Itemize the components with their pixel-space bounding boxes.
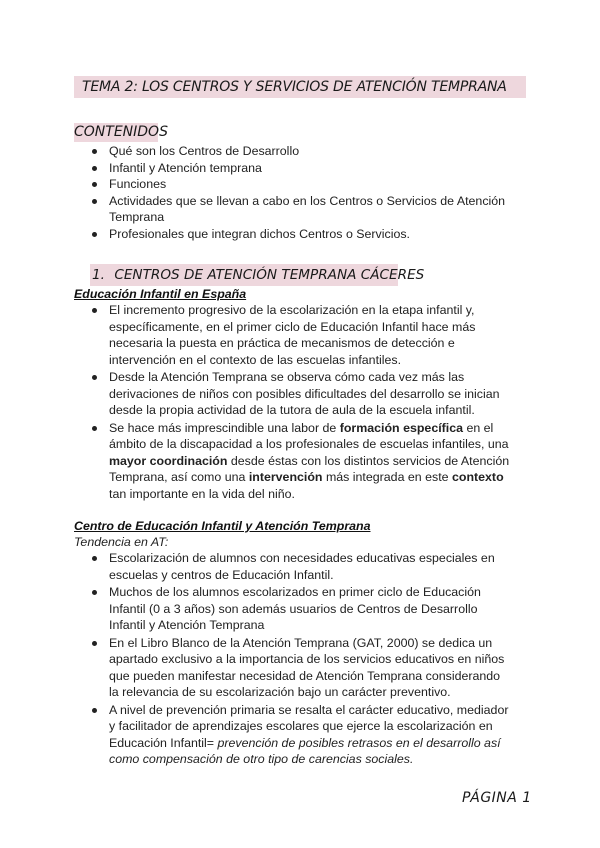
subheading-centro-educacion: Centro de Educación Infantil y Atención Temprana bbox=[74, 519, 371, 533]
list-item: Qué son los Centros de Desarrollo bbox=[90, 143, 510, 160]
contenidos-heading: CONTENIDOS bbox=[74, 124, 168, 140]
list-item: En el Libro Blanco de la Atención Temprana (GAT, 2000) se dedica un apartado exclusivo a la importancia de los servicios educativos en niños que pueden manifestar necesidad de Atención Temprana considerando la relevancia de su escolarización bajo un carácter preventivo. bbox=[90, 635, 510, 701]
section-heading bbox=[90, 264, 425, 286]
list-item: El incremento progresivo de la escolarización en la etapa infantil y, específicamente, en el primer ciclo de Educación Infantil hace más necesaria la puesta en práctica de mecanismos de detección e intervención en el contexto de las escuelas infantiles. bbox=[90, 302, 510, 368]
list-item: Muchos de los alumnos escolarizados en primer ciclo de Educación Infantil (0 a 3 años) son además usuarios de Centros de Desarrollo Infantil y Atención Temprana bbox=[90, 584, 510, 634]
list-item: Infantil y Atención temprana bbox=[90, 160, 510, 177]
list-item: Se hace más imprescindible una labor de formación específica en el ámbito de la discapacidad a los profesionales de escuelas infantiles, una mayor coordinación desde éstas con los distintos servicios de Atención Temprana, así como una intervención más integrada en este contexto tan importante en la vida del niño. bbox=[90, 420, 510, 503]
tendencia-list bbox=[90, 550, 510, 769]
list-item: A nivel de prevención primaria se resalta el carácter educativo, mediador y facilitador de aprendizajes escolares que ejerce la escolarización en Educación Infantil= prevención de posibles retrasos en el desarrollo así como compensación de otro tipo de carencias sociales. bbox=[90, 702, 510, 768]
page-title: TEMA 2: LOS CENTROS Y SERVICIOS DE ATENCIÓN TEMPRANA bbox=[74, 76, 526, 98]
list-item: Profesionales que integran dichos Centros o Servicios. bbox=[90, 226, 510, 243]
list-item: Escolarización de alumnos con necesidades educativas especiales en escuelas y centros de Educación Infantil. bbox=[90, 550, 510, 583]
section-number: 1. bbox=[92, 267, 105, 283]
subheading-educacion-infantil: Educación Infantil en España bbox=[74, 287, 247, 301]
page-number: PÁGINA 1 bbox=[462, 790, 532, 806]
educacion-list bbox=[90, 302, 510, 503]
list-item: Actividades que se llevan a cabo en los Centros o Servicios de Atención Temprana bbox=[90, 193, 510, 226]
list-item: Funciones bbox=[90, 176, 510, 193]
list-item: Desde la Atención Temprana se observa cómo cada vez más las derivaciones de niños con posibles dificultades del desarrollo se inician desde la propia actividad de la tutora de aula de la escuela infantil. bbox=[90, 369, 510, 419]
section-title: CENTROS DE ATENCIÓN TEMPRANA CÁCERES bbox=[114, 267, 425, 283]
tendency-label: Tendencia en AT: bbox=[74, 535, 169, 549]
contenidos-list bbox=[90, 143, 510, 242]
